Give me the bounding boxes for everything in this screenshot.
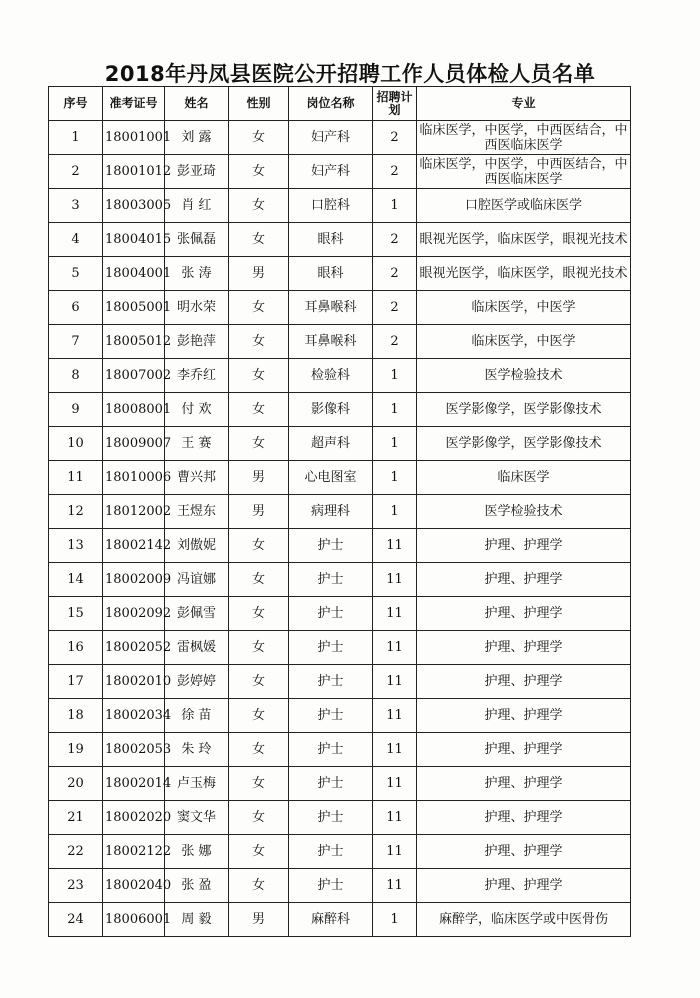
cell-exam-number: 18005001 bbox=[103, 291, 165, 325]
cell-exam-number: 18002092 bbox=[103, 597, 165, 631]
cell-name: 冯谊娜 bbox=[165, 563, 229, 597]
cell-gender: 女 bbox=[229, 155, 289, 189]
table-row bbox=[49, 903, 631, 937]
cell-plan: 11 bbox=[373, 529, 417, 563]
cell-major: 护理、护理学 bbox=[417, 597, 631, 631]
cell-exam-number: 18002009 bbox=[103, 563, 165, 597]
cell-major: 临床医学，中医学，中西医结合，中西医临床医学 bbox=[417, 155, 631, 189]
cell-gender: 女 bbox=[229, 767, 289, 801]
cell-gender: 女 bbox=[229, 563, 289, 597]
cell-position: 护士 bbox=[289, 801, 373, 835]
cell-index: 17 bbox=[49, 665, 103, 699]
table-row bbox=[49, 393, 631, 427]
cell-major: 临床医学，中医学，中西医结合，中西医临床医学 bbox=[417, 121, 631, 155]
cell-gender: 女 bbox=[229, 121, 289, 155]
cell-exam-number: 18001012 bbox=[103, 155, 165, 189]
cell-name: 李乔红 bbox=[165, 359, 229, 393]
cell-plan: 2 bbox=[373, 325, 417, 359]
table-row bbox=[49, 733, 631, 767]
cell-name: 付 欢 bbox=[165, 393, 229, 427]
cell-exam-number: 18002014 bbox=[103, 767, 165, 801]
cell-name: 周 毅 bbox=[165, 903, 229, 937]
cell-exam-number: 18006001 bbox=[103, 903, 165, 937]
cell-name: 彭婷婷 bbox=[165, 665, 229, 699]
cell-position: 护士 bbox=[289, 529, 373, 563]
cell-exam-number: 18007002 bbox=[103, 359, 165, 393]
cell-name: 张佩磊 bbox=[165, 223, 229, 257]
cell-index: 5 bbox=[49, 257, 103, 291]
cell-name: 徐 苗 bbox=[165, 699, 229, 733]
table-row bbox=[49, 155, 631, 189]
cell-plan: 2 bbox=[373, 257, 417, 291]
cell-index: 7 bbox=[49, 325, 103, 359]
cell-name: 彭亚琦 bbox=[165, 155, 229, 189]
page-title: 2018年丹凤县医院公开招聘工作人员体检人员名单 bbox=[104, 62, 596, 86]
table-row bbox=[49, 699, 631, 733]
cell-major: 护理、护理学 bbox=[417, 767, 631, 801]
table-row bbox=[49, 359, 631, 393]
cell-position: 护士 bbox=[289, 767, 373, 801]
cell-index: 13 bbox=[49, 529, 103, 563]
cell-position: 护士 bbox=[289, 631, 373, 665]
cell-name: 朱 玲 bbox=[165, 733, 229, 767]
cell-gender: 女 bbox=[229, 189, 289, 223]
cell-index: 1 bbox=[49, 121, 103, 155]
cell-exam-number: 18004015 bbox=[103, 223, 165, 257]
cell-position: 心电图室 bbox=[289, 461, 373, 495]
cell-name: 卢玉梅 bbox=[165, 767, 229, 801]
cell-major: 医学检验技术 bbox=[417, 359, 631, 393]
cell-index: 23 bbox=[49, 869, 103, 903]
table-row bbox=[49, 257, 631, 291]
cell-major: 护理、护理学 bbox=[417, 665, 631, 699]
cell-major: 护理、护理学 bbox=[417, 529, 631, 563]
cell-plan: 1 bbox=[373, 461, 417, 495]
cell-index: 22 bbox=[49, 835, 103, 869]
cell-position: 影像科 bbox=[289, 393, 373, 427]
cell-name: 彭佩雪 bbox=[165, 597, 229, 631]
cell-position: 护士 bbox=[289, 699, 373, 733]
cell-gender: 男 bbox=[229, 461, 289, 495]
cell-gender: 女 bbox=[229, 529, 289, 563]
cell-position: 麻醉科 bbox=[289, 903, 373, 937]
table-row bbox=[49, 291, 631, 325]
cell-exam-number: 18008001 bbox=[103, 393, 165, 427]
cell-major: 护理、护理学 bbox=[417, 563, 631, 597]
cell-gender: 女 bbox=[229, 291, 289, 325]
table-row bbox=[49, 495, 631, 529]
cell-name: 彭艳萍 bbox=[165, 325, 229, 359]
cell-position: 耳鼻喉科 bbox=[289, 325, 373, 359]
cell-gender: 女 bbox=[229, 835, 289, 869]
cell-gender: 女 bbox=[229, 631, 289, 665]
header-name: 姓名 bbox=[165, 87, 229, 121]
table-row bbox=[49, 189, 631, 223]
cell-index: 6 bbox=[49, 291, 103, 325]
cell-position: 耳鼻喉科 bbox=[289, 291, 373, 325]
cell-position: 护士 bbox=[289, 835, 373, 869]
cell-index: 12 bbox=[49, 495, 103, 529]
cell-plan: 1 bbox=[373, 189, 417, 223]
cell-exam-number: 18002034 bbox=[103, 699, 165, 733]
cell-gender: 男 bbox=[229, 495, 289, 529]
cell-plan: 11 bbox=[373, 869, 417, 903]
table-row bbox=[49, 563, 631, 597]
cell-plan: 2 bbox=[373, 291, 417, 325]
cell-plan: 1 bbox=[373, 359, 417, 393]
cell-name: 刘 露 bbox=[165, 121, 229, 155]
cell-name: 张 涛 bbox=[165, 257, 229, 291]
cell-gender: 女 bbox=[229, 393, 289, 427]
cell-major: 临床医学 bbox=[417, 461, 631, 495]
candidate-table bbox=[48, 86, 631, 937]
cell-major: 护理、护理学 bbox=[417, 801, 631, 835]
cell-exam-number: 18002142 bbox=[103, 529, 165, 563]
cell-exam-number: 18002010 bbox=[103, 665, 165, 699]
cell-plan: 11 bbox=[373, 699, 417, 733]
cell-gender: 女 bbox=[229, 869, 289, 903]
cell-plan: 11 bbox=[373, 631, 417, 665]
cell-index: 10 bbox=[49, 427, 103, 461]
header-plan: 招聘计划 bbox=[373, 87, 417, 121]
cell-plan: 11 bbox=[373, 733, 417, 767]
cell-major: 护理、护理学 bbox=[417, 869, 631, 903]
table-row bbox=[49, 529, 631, 563]
header-gender: 性别 bbox=[229, 87, 289, 121]
cell-major: 临床医学，中医学 bbox=[417, 291, 631, 325]
cell-exam-number: 18003005 bbox=[103, 189, 165, 223]
cell-gender: 女 bbox=[229, 359, 289, 393]
cell-gender: 女 bbox=[229, 597, 289, 631]
cell-name: 曹兴邦 bbox=[165, 461, 229, 495]
table-row bbox=[49, 869, 631, 903]
cell-major: 护理、护理学 bbox=[417, 835, 631, 869]
cell-plan: 1 bbox=[373, 427, 417, 461]
cell-major: 护理、护理学 bbox=[417, 631, 631, 665]
cell-major: 临床医学，中医学 bbox=[417, 325, 631, 359]
cell-major: 医学影像学，医学影像技术 bbox=[417, 393, 631, 427]
cell-plan: 11 bbox=[373, 563, 417, 597]
cell-plan: 1 bbox=[373, 495, 417, 529]
cell-exam-number: 18002020 bbox=[103, 801, 165, 835]
cell-position: 护士 bbox=[289, 733, 373, 767]
table-row bbox=[49, 665, 631, 699]
cell-plan: 11 bbox=[373, 665, 417, 699]
cell-plan: 11 bbox=[373, 801, 417, 835]
header-position: 岗位名称 bbox=[289, 87, 373, 121]
table-body bbox=[49, 121, 631, 937]
cell-name: 刘傲妮 bbox=[165, 529, 229, 563]
cell-position: 护士 bbox=[289, 665, 373, 699]
cell-gender: 女 bbox=[229, 733, 289, 767]
cell-gender: 女 bbox=[229, 801, 289, 835]
cell-exam-number: 18012002 bbox=[103, 495, 165, 529]
cell-exam-number: 18002053 bbox=[103, 733, 165, 767]
cell-gender: 女 bbox=[229, 325, 289, 359]
cell-gender: 女 bbox=[229, 699, 289, 733]
cell-index: 2 bbox=[49, 155, 103, 189]
table-row bbox=[49, 801, 631, 835]
cell-index: 11 bbox=[49, 461, 103, 495]
cell-plan: 2 bbox=[373, 223, 417, 257]
cell-exam-number: 18002122 bbox=[103, 835, 165, 869]
table-row bbox=[49, 631, 631, 665]
cell-position: 妇产科 bbox=[289, 155, 373, 189]
header-exam-number: 准考证号 bbox=[103, 87, 165, 121]
cell-exam-number: 18001001 bbox=[103, 121, 165, 155]
cell-gender: 男 bbox=[229, 257, 289, 291]
header-major: 专业 bbox=[417, 87, 631, 121]
cell-name: 张 盈 bbox=[165, 869, 229, 903]
cell-exam-number: 18002052 bbox=[103, 631, 165, 665]
cell-position: 护士 bbox=[289, 597, 373, 631]
cell-name: 王煜东 bbox=[165, 495, 229, 529]
cell-index: 16 bbox=[49, 631, 103, 665]
cell-index: 24 bbox=[49, 903, 103, 937]
cell-position: 检验科 bbox=[289, 359, 373, 393]
cell-index: 20 bbox=[49, 767, 103, 801]
cell-position: 护士 bbox=[289, 869, 373, 903]
cell-name: 明水荣 bbox=[165, 291, 229, 325]
cell-position: 护士 bbox=[289, 563, 373, 597]
table-row bbox=[49, 461, 631, 495]
cell-index: 18 bbox=[49, 699, 103, 733]
cell-index: 4 bbox=[49, 223, 103, 257]
cell-plan: 11 bbox=[373, 767, 417, 801]
table-row bbox=[49, 325, 631, 359]
cell-gender: 女 bbox=[229, 223, 289, 257]
cell-major: 口腔医学或临床医学 bbox=[417, 189, 631, 223]
cell-exam-number: 18010006 bbox=[103, 461, 165, 495]
table-row bbox=[49, 223, 631, 257]
cell-plan: 11 bbox=[373, 835, 417, 869]
cell-plan: 1 bbox=[373, 903, 417, 937]
cell-index: 15 bbox=[49, 597, 103, 631]
cell-gender: 女 bbox=[229, 427, 289, 461]
header-row bbox=[49, 87, 631, 121]
cell-name: 窦文华 bbox=[165, 801, 229, 835]
cell-position: 超声科 bbox=[289, 427, 373, 461]
cell-exam-number: 18004001 bbox=[103, 257, 165, 291]
cell-exam-number: 18005012 bbox=[103, 325, 165, 359]
cell-major: 麻醉学，临床医学或中医骨伤 bbox=[417, 903, 631, 937]
cell-index: 8 bbox=[49, 359, 103, 393]
cell-plan: 2 bbox=[373, 155, 417, 189]
cell-index: 14 bbox=[49, 563, 103, 597]
cell-index: 9 bbox=[49, 393, 103, 427]
table-row bbox=[49, 427, 631, 461]
cell-position: 口腔科 bbox=[289, 189, 373, 223]
cell-plan: 11 bbox=[373, 597, 417, 631]
cell-major: 眼视光医学，临床医学，眼视光技术 bbox=[417, 223, 631, 257]
cell-exam-number: 18009007 bbox=[103, 427, 165, 461]
table-row bbox=[49, 767, 631, 801]
cell-exam-number: 18002040 bbox=[103, 869, 165, 903]
cell-name: 肖 红 bbox=[165, 189, 229, 223]
cell-index: 3 bbox=[49, 189, 103, 223]
cell-name: 雷枫媛 bbox=[165, 631, 229, 665]
cell-major: 医学影像学，医学影像技术 bbox=[417, 427, 631, 461]
cell-major: 护理、护理学 bbox=[417, 699, 631, 733]
table-row bbox=[49, 835, 631, 869]
cell-gender: 女 bbox=[229, 665, 289, 699]
cell-plan: 1 bbox=[373, 393, 417, 427]
cell-position: 眼科 bbox=[289, 223, 373, 257]
cell-name: 张 娜 bbox=[165, 835, 229, 869]
cell-major: 医学检验技术 bbox=[417, 495, 631, 529]
table-row bbox=[49, 597, 631, 631]
cell-major: 护理、护理学 bbox=[417, 733, 631, 767]
cell-name: 王 赛 bbox=[165, 427, 229, 461]
cell-position: 病理科 bbox=[289, 495, 373, 529]
cell-index: 19 bbox=[49, 733, 103, 767]
cell-position: 妇产科 bbox=[289, 121, 373, 155]
header-index: 序号 bbox=[49, 87, 103, 121]
cell-position: 眼科 bbox=[289, 257, 373, 291]
cell-plan: 2 bbox=[373, 121, 417, 155]
cell-index: 21 bbox=[49, 801, 103, 835]
table-row bbox=[49, 121, 631, 155]
cell-gender: 男 bbox=[229, 903, 289, 937]
cell-major: 眼视光医学，临床医学，眼视光技术 bbox=[417, 257, 631, 291]
